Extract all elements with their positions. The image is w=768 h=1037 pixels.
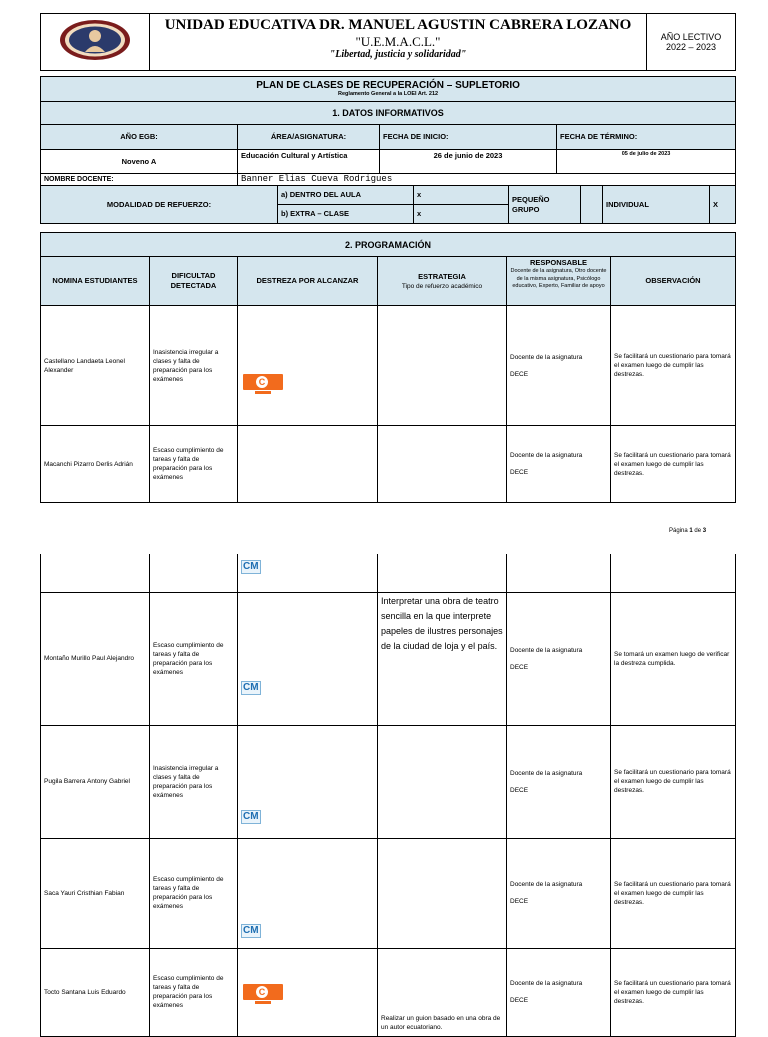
inicio-label: FECHA DE INICIO:: [380, 125, 557, 150]
responsable-docente: Docente de la asignatura: [510, 769, 583, 777]
destreza-cell: [238, 725, 378, 838]
modalidad-label: MODALIDAD DE REFUERZO:: [41, 186, 278, 224]
difficulty: Escaso cumplimiento de tareas y falta de preparación para los exámenes: [150, 592, 238, 725]
destreza-cell: [238, 592, 378, 725]
difficulty: Inasistencia irregular a clases y falta de preparación para los exámenes: [150, 306, 238, 426]
student-name: Castellano Landaeta Leonel Alexander: [41, 306, 150, 426]
table-row: [41, 948, 736, 1036]
media-screen-icon: C: [241, 984, 285, 1006]
table-row-continuation: [41, 554, 736, 592]
responsable-docente: Docente de la asignatura: [510, 980, 583, 987]
col-dificultad: DIFICULTAD DETECTADA: [150, 257, 238, 306]
responsable-cell: [507, 592, 611, 725]
programacion-table-page2: [40, 554, 736, 1037]
strategy: [378, 426, 507, 503]
termino-label: FECHA DE TÉRMINO:: [557, 125, 736, 150]
col-observacion: OBSERVACIÓN: [611, 257, 736, 306]
observation: Se facilitará un cuestionario para tomará el examen luego de cumplir las destrezas.: [611, 306, 736, 426]
plan-subtitle: Reglamento General a la LOEI Art. 212: [338, 91, 439, 97]
cm-icon: CM: [243, 810, 259, 822]
pequeno-mark: [581, 186, 603, 224]
student-name: Saca Yauri Cristhian Fabian: [41, 838, 150, 948]
docente-label: NOMBRE DOCENTE:: [41, 174, 238, 186]
student-name: Macanchi Pizarro Derlis Adrián: [41, 426, 150, 503]
table-row: [41, 426, 736, 503]
col-estrategia-sub: Tipo de refuerzo académico: [401, 282, 483, 290]
col-nomina: NOMINA ESTUDIANTES: [41, 257, 150, 306]
egb-value: Noveno A: [41, 150, 238, 174]
pequeno-label: PEQUEÑO GRUPO: [509, 186, 581, 224]
observation: Se tomará un examen luego de verificar la destreza cumplida.: [611, 592, 736, 725]
strategy: [378, 725, 507, 838]
responsable-cell: [507, 306, 611, 426]
col-estrategia: ESTRATEGIA: [418, 271, 466, 281]
observation: Se facilitará un cuestionario para tomará el examen luego de cumplir las destrezas.: [611, 725, 736, 838]
responsable-cell: [507, 426, 611, 503]
termino-value: 05 de julio de 2023: [557, 150, 736, 174]
col-responsable-cell: [507, 257, 611, 306]
individual-label: INDIVIDUAL: [603, 186, 710, 224]
dentro-mark: x: [414, 186, 509, 205]
docente-value: Banner Elias Cueva Rodrigues: [238, 174, 736, 186]
responsable-dece: DECE: [510, 997, 529, 1004]
student-name: Tocto Santana Luis Eduardo: [41, 948, 150, 1036]
responsable-cell: [507, 948, 611, 1036]
destreza-cell: [238, 306, 378, 426]
programacion-table-page1: [40, 232, 736, 503]
extra-mark: x: [414, 205, 509, 224]
responsable-docente: Docente de la asignatura: [510, 881, 583, 888]
datos-section-title: 1. DATOS INFORMATIVOS: [41, 102, 736, 125]
col-responsable-sub: Docente de la asignatura, Otro docente de la misma asignatura, Psicólogo educativo, Experto, Familiar de apoyo: [510, 268, 607, 289]
responsable-dece: DECE: [510, 786, 529, 794]
table-row: [41, 838, 736, 948]
responsable-cell: [507, 725, 611, 838]
strategy: [378, 838, 507, 948]
responsable-cell: [507, 838, 611, 948]
plan-title: PLAN DE CLASES DE RECUPERACIÓN – SUPLETORIO: [256, 80, 520, 91]
destreza-cell: [238, 838, 378, 948]
cm-icon: CM: [243, 681, 259, 693]
observation: Se facilitará un cuestionario para tomará el examen luego de cumplir las destrezas.: [611, 426, 736, 503]
strategy: Interpretar una obra de teatro sencilla en la que interprete papeles de ilustres personajes de la ciudad de loja y el país.: [378, 592, 507, 725]
school-title-cell: [150, 14, 647, 71]
strategy: Realizar un guion basado en una obra de un autor ecuatoriano.: [378, 948, 507, 1036]
responsable-dece: DECE: [510, 663, 529, 671]
table-row: [41, 725, 736, 838]
col-estrategia-cell: [378, 257, 507, 306]
datos-table: [40, 76, 736, 224]
responsable-docente: Docente de la asignatura: [510, 353, 583, 361]
individual-mark: X: [710, 186, 736, 224]
student-name: Pugila Barrera Antony Gabriel: [41, 725, 150, 838]
col-responsable: RESPONSABLE: [529, 258, 588, 267]
difficulty: Escaso cumplimiento de tareas y falta de preparación para los exámenes: [150, 838, 238, 948]
media-screen-icon: C: [241, 374, 285, 396]
logo-cell: [41, 14, 150, 71]
destreza-cell: [238, 948, 378, 1036]
difficulty: Escaso cumplimiento de tareas y falta de preparación para los exámenes: [150, 426, 238, 503]
year-label: AÑO LECTIVO: [660, 32, 722, 42]
year-value: 2022 – 2023: [665, 42, 717, 52]
destreza-cell: [238, 554, 378, 592]
dentro-label: a) DENTRO DEL AULA: [278, 186, 414, 205]
area-label: ÁREA/ASIGNATURA:: [238, 125, 380, 150]
responsable-docente: Docente de la asignatura: [510, 646, 583, 654]
destreza-cell: [238, 426, 378, 503]
observation: Se facilitará un cuestionario para tomará el examen luego de cumplir las destrezas.: [611, 948, 736, 1036]
difficulty: Inasistencia irregular a clases y falta de preparación para los exámenes: [150, 725, 238, 838]
table-row: [41, 592, 736, 725]
programacion-section-title: 2. PROGRAMACIÓN: [41, 233, 736, 257]
difficulty: Escaso cumplimiento de tareas y falta de preparación para los exámenes: [150, 948, 238, 1036]
responsable-dece: DECE: [510, 370, 529, 378]
cm-icon: CM: [243, 561, 259, 572]
strategy: [378, 306, 507, 426]
observation: Se facilitará un cuestionario para tomará el examen luego de cumplir las destrezas.: [611, 838, 736, 948]
responsable-docente: Docente de la asignatura: [510, 452, 583, 459]
table-row: [41, 306, 736, 426]
school-acronym: "U.E.M.A.C.L.": [355, 34, 441, 49]
area-value: Educación Cultural y Artística: [238, 150, 380, 174]
col-destreza: DESTREZA POR ALCANZAR: [238, 257, 378, 306]
school-header: [40, 13, 736, 71]
extra-label: b) EXTRA – CLASE: [278, 205, 414, 224]
school-motto: "Libertad, justicia y solidaridad": [329, 49, 467, 60]
plan-title-cell: [41, 77, 736, 102]
egb-label: AÑO EGB:: [41, 125, 238, 150]
student-name: Montaño Murillo Paul Alejandro: [41, 592, 150, 725]
year-cell: [647, 14, 736, 71]
responsable-dece: DECE: [510, 898, 529, 905]
responsable-dece: DECE: [510, 469, 529, 476]
school-logo-icon: [57, 18, 133, 62]
school-name: UNIDAD EDUCATIVA DR. MANUEL AGUSTIN CABRERA LOZANO: [164, 17, 632, 33]
cm-icon: CM: [243, 924, 259, 936]
page-number: Página 1 de 3: [669, 528, 707, 534]
inicio-value: 26 de junio de 2023: [380, 150, 557, 174]
